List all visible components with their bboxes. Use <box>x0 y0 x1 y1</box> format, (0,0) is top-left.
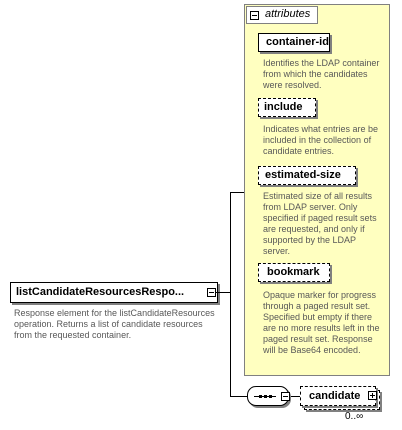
connector-line <box>216 292 230 293</box>
collapse-icon[interactable] <box>250 11 259 20</box>
sequence-dot <box>264 395 267 398</box>
sequence-dot <box>269 395 272 398</box>
attribute-container-id[interactable] <box>258 33 330 52</box>
connector-line <box>291 396 300 397</box>
attribute-include[interactable] <box>258 98 316 117</box>
attribute-name: estimated-size <box>265 169 341 181</box>
connector-line <box>230 192 231 396</box>
element-name: listCandidateResourcesRespo... <box>16 286 185 298</box>
connector-line <box>230 192 244 193</box>
element-box[interactable] <box>10 282 218 303</box>
element-collapse-icon[interactable] <box>207 288 216 297</box>
attribute-name: bookmark <box>267 266 320 278</box>
attribute-estimated-size[interactable] <box>258 166 356 185</box>
attributes-label: attributes <box>265 8 311 20</box>
cardinality-label: 0..∞ <box>345 411 364 422</box>
attribute-name: include <box>264 101 303 113</box>
sequence-collapse-icon[interactable] <box>281 392 290 401</box>
child-element-name: candidate <box>309 390 361 402</box>
attributes-group-header[interactable] <box>246 6 318 24</box>
attribute-description: Opaque marker for progress through a paged result set. Specified but empty if there are no more results left in the paged result set. Response will be Base64 encoded. <box>263 290 380 355</box>
child-element-candidate[interactable] <box>300 386 376 406</box>
expand-icon[interactable] <box>368 391 377 400</box>
attribute-description: Estimated size of all results from LDAP server. Only specified if paged result sets are requested, and only if supported by the LDAP server. <box>263 191 377 256</box>
element-description: Response element for the listCandidateResources operation. Returns a list of candidate resources from the requested container. <box>14 308 215 340</box>
attribute-name: container-id <box>266 36 329 48</box>
connector-line <box>230 396 247 397</box>
attribute-description: Identifies the LDAP container from which the candidates were resolved. <box>263 58 380 90</box>
attribute-bookmark[interactable] <box>258 263 330 282</box>
attribute-description: Indicates what entries are be included in the collection of candidate entries. <box>263 124 379 156</box>
sequence-dot <box>259 395 262 398</box>
